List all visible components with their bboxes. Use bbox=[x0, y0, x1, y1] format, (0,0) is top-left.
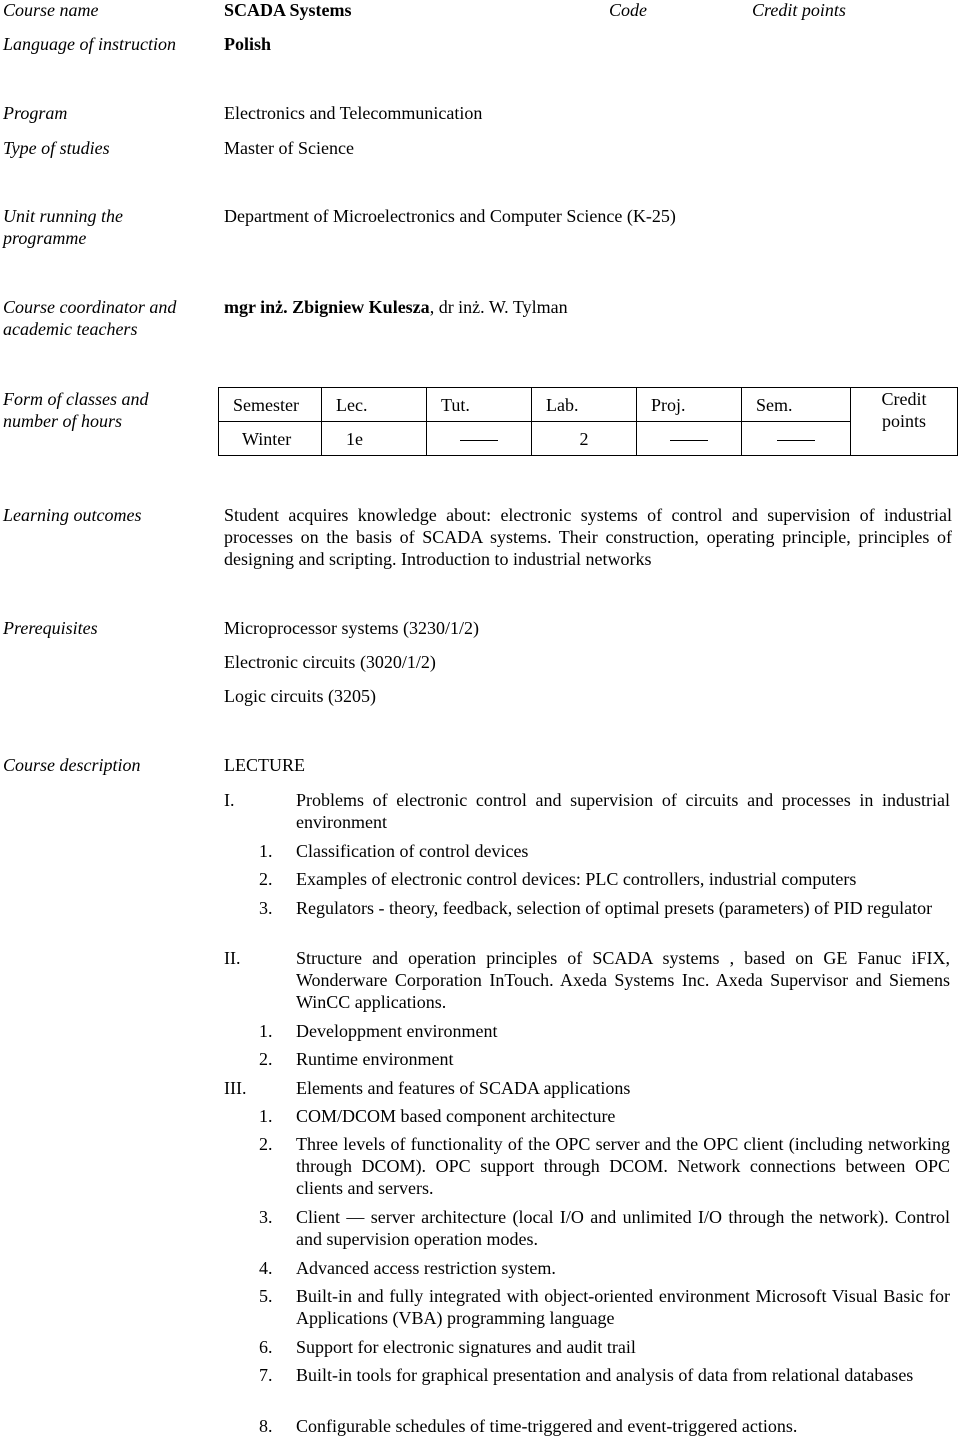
hours-table bbox=[218, 387, 958, 456]
item-number: 2. bbox=[259, 869, 273, 889]
item-number: 1. bbox=[259, 841, 273, 861]
prerequisites-label: Prerequisites bbox=[3, 618, 98, 638]
language-label: Language of instruction bbox=[3, 34, 177, 54]
item-text: Runtime environment bbox=[296, 1049, 454, 1069]
tutorial-header: Tut. bbox=[427, 388, 532, 422]
hours-label-line2: number of hours bbox=[3, 411, 123, 431]
coordinator-label-line2: academic teachers bbox=[3, 319, 138, 339]
code-label: Code bbox=[609, 0, 647, 20]
item-text: Regulators - theory, feedback, selection of optimal presets (parameters) of PID regulator bbox=[296, 898, 933, 918]
item-text: COM/DCOM based component architecture bbox=[296, 1106, 616, 1126]
program-value: Electronics and Telecommunication bbox=[224, 103, 483, 123]
section-number: II. bbox=[224, 948, 241, 968]
empty-dash bbox=[777, 440, 815, 441]
section-text: Problems of electronic control and supervision of circuits and processes in industrial environment bbox=[296, 790, 950, 832]
item-text: Client — server architecture (local I/O and unlimited I/O through the network). Control and supervision operation modes. bbox=[296, 1207, 950, 1249]
course-description-label: Course description bbox=[3, 755, 141, 775]
course-name-value: SCADA Systems bbox=[224, 0, 352, 20]
unit-label bbox=[3, 205, 208, 249]
program-label: Program bbox=[3, 103, 68, 123]
item-text: Built-in tools for graphical presentation and analysis of data from relational databases bbox=[296, 1365, 914, 1385]
credit-points-label: Credit points bbox=[752, 0, 846, 20]
prerequisite-item: Logic circuits (3205) bbox=[224, 686, 376, 706]
teachers-names: , dr inż. W. Tylman bbox=[429, 297, 568, 317]
language-value: Polish bbox=[224, 34, 272, 54]
item-number: 4. bbox=[259, 1258, 273, 1278]
item-number: 1. bbox=[259, 1106, 273, 1126]
section-number: I. bbox=[224, 790, 235, 810]
unit-label-line2: programme bbox=[3, 228, 87, 248]
empty-dash bbox=[460, 440, 498, 441]
prerequisite-item: Electronic circuits (3020/1/2) bbox=[224, 652, 436, 672]
coordinator-label bbox=[3, 296, 208, 340]
course-name-label: Course name bbox=[3, 0, 99, 20]
learning-outcomes-part2: Introduction to industrial networks bbox=[396, 549, 652, 569]
empty-dash bbox=[670, 440, 708, 441]
item-text: Classification of control devices bbox=[296, 841, 529, 861]
item-text: Examples of electronic control devices: PLC controllers, industrial computers bbox=[296, 869, 857, 889]
semester-header: Semester bbox=[219, 388, 322, 422]
coordinator-label-line1: Course coordinator and bbox=[3, 297, 177, 317]
unit-label-line1: Unit running the bbox=[3, 206, 123, 226]
coordinator-value bbox=[224, 296, 568, 318]
prerequisite-item: Microprocessor systems (3230/1/2) bbox=[224, 618, 479, 638]
lab-value: 2 bbox=[532, 422, 637, 456]
item-number: 3. bbox=[259, 1207, 273, 1227]
seminar-header: Sem. bbox=[742, 388, 851, 422]
hours-label bbox=[3, 388, 208, 432]
item-number: 8. bbox=[259, 1416, 273, 1436]
credit-header-line2: points bbox=[881, 411, 926, 431]
item-text: Advanced access restriction system. bbox=[296, 1258, 556, 1278]
item-text: Support for electronic signatures and audit trail bbox=[296, 1337, 636, 1357]
item-number: 2. bbox=[259, 1134, 273, 1154]
section-number: III. bbox=[224, 1078, 247, 1098]
section-text: Elements and features of SCADA applications bbox=[296, 1078, 631, 1098]
section-text: Structure and operation principles of SCADA systems , based on GE Fanuc iFIX, Wonderware Corporation InTouch. Axeda Systems Inc. Axeda Supervisor and Siemens WinCC applications. bbox=[296, 948, 950, 1012]
item-number: 3. bbox=[259, 898, 273, 918]
item-number: 7. bbox=[259, 1365, 273, 1385]
credit-header-line1: Credit bbox=[881, 389, 927, 409]
item-number: 2. bbox=[259, 1049, 273, 1069]
lecture-value: 1e bbox=[322, 422, 427, 456]
learning-outcomes-label: Learning outcomes bbox=[3, 505, 142, 525]
item-number: 5. bbox=[259, 1286, 273, 1306]
hours-data-row bbox=[219, 422, 958, 456]
lecture-header: Lec. bbox=[322, 388, 427, 422]
study-type-label: Type of studies bbox=[3, 138, 110, 158]
hours-label-line1: Form of classes and bbox=[3, 389, 149, 409]
learning-outcomes-part1: Student acquires knowledge about: electronic systems of control and supervision of industrial processes on the basis of SCADA systems. Their construction, operating principle, principles of designing and scripting. bbox=[224, 505, 952, 569]
item-text: Built-in and fully integrated with object-oriented environment Microsoft Visual Basic for Applications (VBA) programming language bbox=[296, 1286, 950, 1328]
item-text: Three levels of functionality of the OPC server and the OPC client (including networking through DCOM). OPC support through DCOM. Network connections between OPC clients and servers. bbox=[296, 1134, 950, 1198]
learning-outcomes-text bbox=[224, 504, 952, 570]
lab-header: Lab. bbox=[532, 388, 637, 422]
tutorial-value bbox=[427, 422, 532, 456]
unit-value: Department of Microelectronics and Computer Science (K-25) bbox=[224, 206, 676, 226]
study-type-value: Master of Science bbox=[224, 138, 354, 158]
hours-header-row bbox=[219, 388, 958, 422]
item-text: Developpment environment bbox=[296, 1021, 498, 1041]
seminar-value bbox=[742, 422, 851, 456]
project-value bbox=[637, 422, 742, 456]
item-number: 6. bbox=[259, 1337, 273, 1357]
coordinator-name: mgr inż. Zbigniew Kulesza bbox=[224, 297, 430, 317]
semester-value: Winter bbox=[219, 422, 322, 456]
project-header: Proj. bbox=[637, 388, 742, 422]
credit-points-cell bbox=[851, 388, 958, 456]
lecture-heading: LECTURE bbox=[224, 755, 305, 775]
item-text: Configurable schedules of time-triggered and event-triggered actions. bbox=[296, 1416, 798, 1436]
item-number: 1. bbox=[259, 1021, 273, 1041]
